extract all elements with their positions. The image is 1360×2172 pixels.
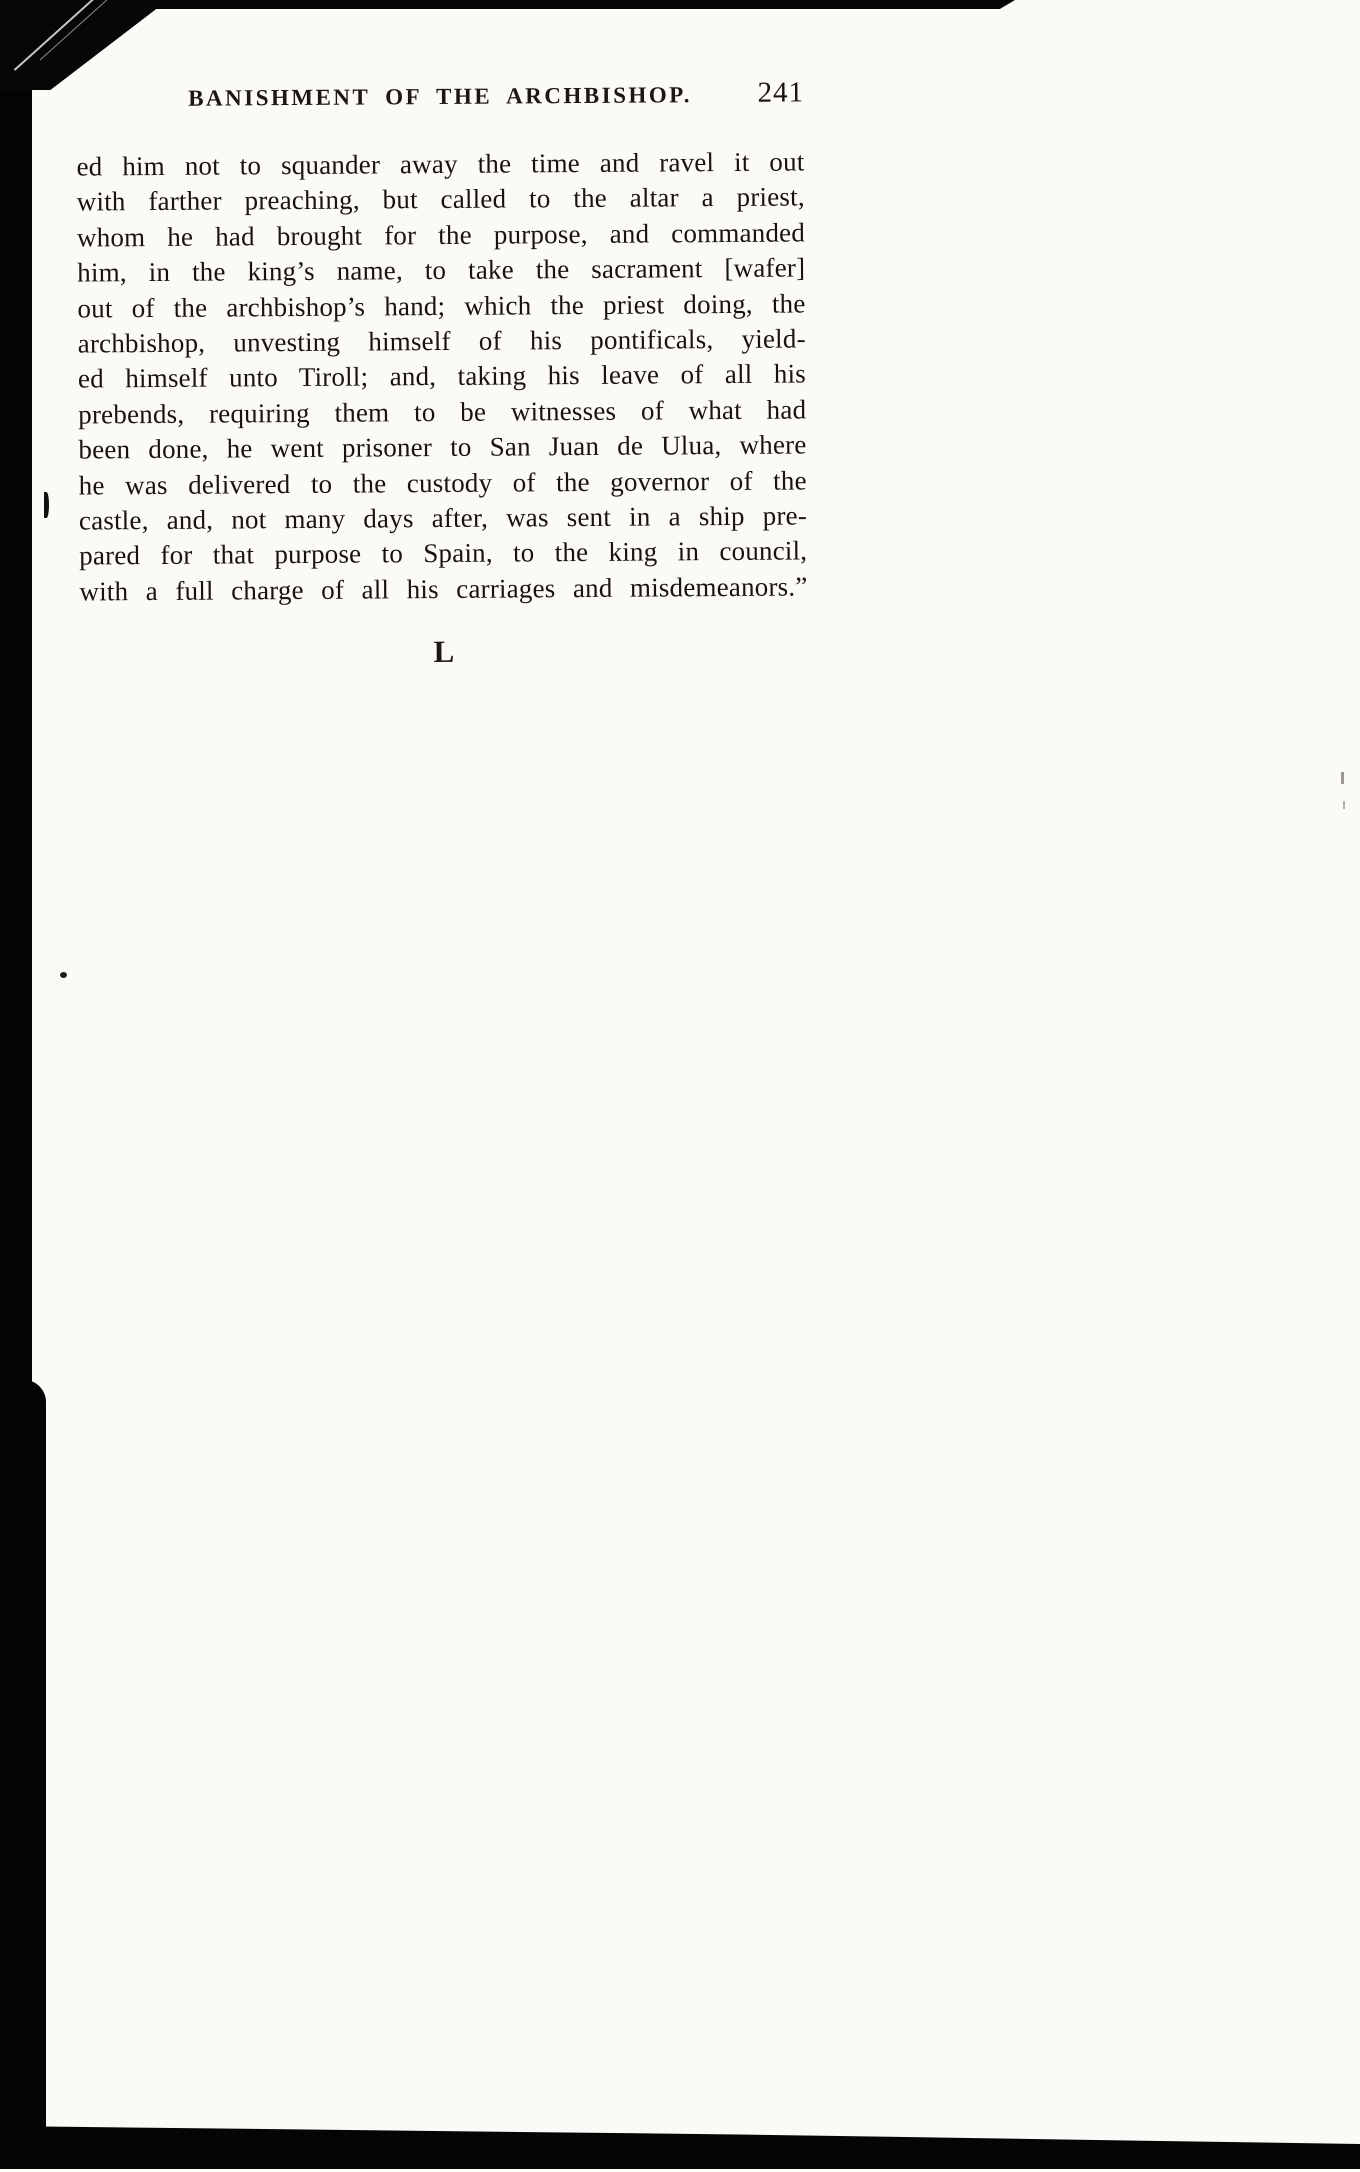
text-line: prebends, requiring them to be witnesses of what had [78,394,807,430]
text-line: pared for that purpose to Spain, to the king in council, [79,535,808,571]
text-line: castle, and, not many days after, was sent in a ship pre- [78,500,808,536]
text-line: been done, he went prisoner to San Juan de Ulua, where [78,429,807,465]
header-title: BANISHMENT OF THE ARCHBISHOP. [188,82,692,111]
text-line: archbishop, unvesting himself of his pontificals, yield- [77,323,806,359]
text-line: him, in the king’s name, to take the sacrament [wafer] [77,252,806,288]
text-line: ed him not to squander away the time and ravel it out [76,146,805,182]
page-number: 241 [757,76,805,109]
text-line: with farther preaching, but called to the altar a priest, [76,181,805,217]
signature-mark: L [433,633,455,670]
running-header [76,76,805,112]
text-line: he was delivered to the custody of the governor of the [78,464,807,501]
text-line: out of the archbishop’s hand; which the priest doing, the [77,288,806,324]
text-line: ed himself unto Tiroll; and, taking his leave of all his [77,358,807,394]
text-line: with a full charge of all his carriages and misdemeanors.” [79,571,808,607]
text-line: whom he had brought for the purpose, and commanded [76,217,806,253]
body-text [76,144,807,609]
